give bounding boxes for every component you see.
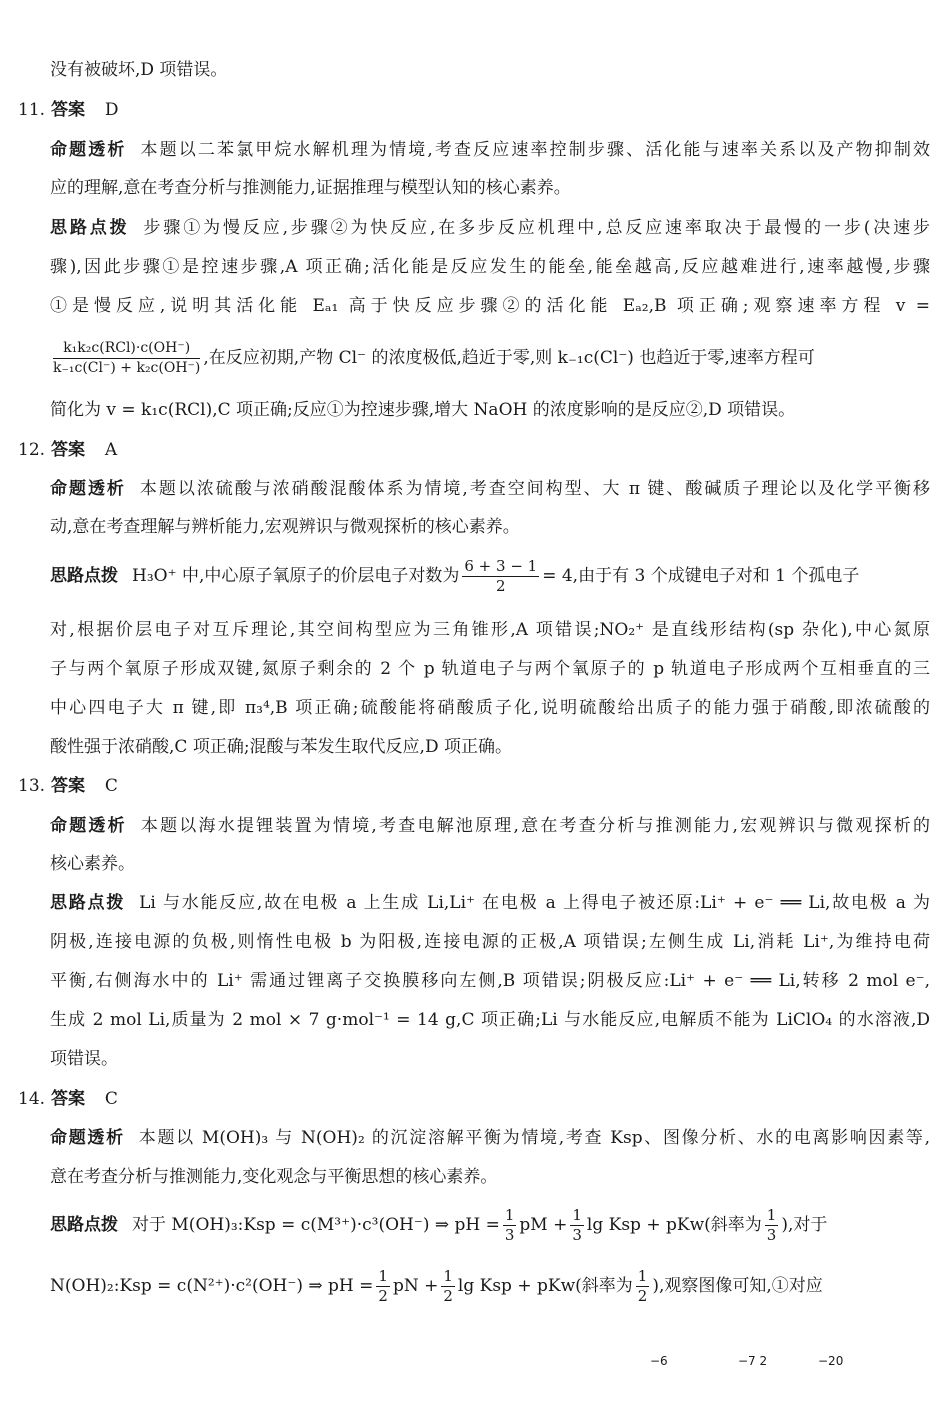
answer-heading-14 — [18, 1087, 118, 1111]
answer-letter: A — [104, 440, 118, 460]
intent-label: 命题透析 — [50, 816, 127, 836]
answer-label: 答案 — [50, 776, 85, 796]
intent-label: 命题透析 — [50, 1128, 125, 1148]
question-number: 11. — [18, 100, 46, 120]
text-line: 本题以 M(OH)₃ 与 N(OH)₂ 的沉淀溶解平衡为情境,考查 Ksp、图像分析、水的电离影响因素等, — [138, 1128, 930, 1148]
fraction-denominator: 2 — [496, 577, 506, 595]
text-line: ,在反应初期,产物 Cl⁻ 的浓度极低,趋近于零,则 k₋₁c(Cl⁻) 也趋近于零,速率方程可 — [203, 348, 815, 368]
intent-paragraph-14 — [50, 1126, 930, 1150]
fraction-numerator: 1 — [443, 1267, 453, 1285]
answer-letter: D — [104, 100, 119, 120]
footer-mark: −20 — [818, 1354, 844, 1368]
text-line: 生成 2 mol Li,质量为 2 mol × 7 g·mol⁻¹ = 14 g,C 项正确;Li 与水能反应,电解质不能为 LiClO₄ 的水溶液,D — [50, 1010, 930, 1030]
intent-label: 命题透析 — [50, 479, 126, 499]
fraction-one-half — [376, 1268, 390, 1305]
answer-label: 答案 — [50, 100, 85, 120]
answer-letter: C — [104, 1089, 118, 1109]
question-number: 14. — [18, 1089, 46, 1109]
fraction-denominator: 2 — [443, 1287, 453, 1305]
answer-heading-12 — [18, 438, 117, 462]
hint-paragraph-12 — [50, 553, 930, 601]
text-line: 骤),因此步骤①是控速步骤,A 项正确;活化能是反应发生的能垒,能垒越高,反应越难进行,速率越慢,步骤 — [50, 257, 930, 277]
text-line: 没有被破坏,D 项错误。 — [50, 60, 228, 80]
electron-pair-fraction — [462, 558, 539, 595]
text-line: ),观察图像可知,①对应 — [652, 1276, 823, 1296]
text-line: 项错误。 — [50, 1049, 118, 1069]
text-line: 步骤①为慢反应,步骤②为快反应,在多步反应机理中,总反应速率取决于最慢的一步(决速步 — [143, 218, 930, 238]
intent-paragraph-11 — [50, 138, 930, 162]
fraction-numerator: 1 — [572, 1206, 582, 1224]
text-line: = 4,由于有 3 个成键电子对和 1 个孤电子 — [542, 566, 860, 586]
rate-equation-fraction — [53, 340, 200, 377]
text-line: 本题以浓硫酸与浓硝酸混酸体系为情境,考查空间构型、大 π 键、酸碱质子理论以及化学平衡移 — [139, 479, 930, 499]
text-line: 子与两个氧原子形成双键,氮原子剩余的 2 个 p 轨道电子与两个氧原子的 p 轨道电子形成两个互相垂直的三 — [50, 659, 930, 679]
fraction-one-third — [570, 1207, 584, 1244]
text-line: pM + — [519, 1215, 568, 1235]
question-number: 13. — [18, 776, 46, 796]
fraction-numerator: 1 — [504, 1206, 515, 1224]
text-line: N(OH)₂:Ksp = c(N²⁺)·c²(OH⁻) ⇒ pH = — [50, 1276, 374, 1296]
fraction-numerator: 1 — [766, 1206, 777, 1224]
text-line: 阴极,连接电源的负极,则惰性电极 b 为阳极,连接电源的正极,A 项错误;左侧生成 Li,消耗 Li⁺,为维持电荷 — [50, 932, 930, 952]
hint-paragraph-14 — [50, 1202, 930, 1250]
text-line: 酸性强于浓硝酸,C 项正确;混酸与苯发生取代反应,D 项正确。 — [50, 737, 512, 757]
text-line: 简化为 v = k₁c(RCl),C 项正确;反应①为控速步骤,增大 NaOH 的浓度影响的是反应②,D 项错误。 — [50, 400, 796, 420]
text-line: 本题以海水提锂装置为情境,考查电解池原理,意在考查分析与推测能力,宏观辨识与微观探析的 — [140, 816, 930, 836]
answer-letter: C — [104, 776, 118, 796]
text-line: Li 与水能反应,故在电极 a 上生成 Li,Li⁺ 在电极 a 上得电子被还原:Li⁺ + e⁻ ══ Li,故电极 a 为 — [139, 893, 930, 913]
text-line: 核心素养。 — [50, 854, 135, 874]
fraction-denominator: 3 — [766, 1226, 777, 1244]
hint-label: 思路点拨 — [50, 566, 118, 586]
rate-equation-line — [50, 333, 930, 385]
text-line-with-fractions — [50, 1263, 930, 1311]
fraction-one-third — [503, 1207, 517, 1244]
fraction-one-half — [441, 1268, 455, 1305]
fraction-numerator: 1 — [637, 1267, 648, 1285]
footer-mark: −6 — [650, 1354, 668, 1368]
text-line: 应的理解,意在考查分析与推测能力,证据推理与模型认知的核心素养。 — [50, 178, 571, 198]
text-line: 动,意在考查理解与辨析能力,宏观辨识与微观探析的核心素养。 — [50, 517, 520, 537]
answer-heading-13 — [18, 774, 118, 798]
hint-paragraph-13 — [50, 891, 930, 915]
text-line: 意在考查分析与推测能力,变化观念与平衡思想的核心素养。 — [50, 1167, 498, 1187]
footer-mark: −7 2 — [738, 1354, 768, 1368]
fraction-denominator: 2 — [378, 1287, 388, 1305]
answer-label: 答案 — [50, 1089, 85, 1109]
question-number: 12. — [18, 440, 46, 460]
fraction-denominator: 3 — [504, 1226, 515, 1244]
fraction-denominator: 3 — [572, 1226, 582, 1244]
fraction-denominator: k₋₁c(Cl⁻) + k₂c(OH⁻) — [53, 360, 201, 376]
fraction-denominator: 2 — [637, 1287, 648, 1305]
hint-paragraph-11 — [50, 216, 930, 240]
text-line: pN + — [392, 1276, 439, 1296]
intent-label: 命题透析 — [50, 140, 127, 160]
hint-label: 思路点拨 — [50, 1215, 118, 1235]
text-line: lg Ksp + pKw(斜率为 — [457, 1276, 633, 1296]
text-line: 平衡,右侧海水中的 Li⁺ 需通过锂离子交换膜移向左侧,B 项错误;阴极反应:Li⁺ + e⁻ ══ Li,转移 2 mol e⁻, — [50, 971, 930, 991]
text-line: ),对于 — [781, 1215, 828, 1235]
text-line: 对,根据价层电子对互斥理论,其空间构型应为三角锥形,A 项错误;NO₂⁺ 是直线形结构(sp 杂化),中心氮原 — [50, 620, 930, 640]
fraction-numerator: 1 — [378, 1267, 388, 1285]
text-line: 对于 M(OH)₃:Ksp = c(M³⁺)·c³(OH⁻) ⇒ pH = — [132, 1215, 500, 1235]
text-line: 本题以二苯氯甲烷水解机理为情境,考查反应速率控制步骤、活化能与速率关系以及产物抑制效 — [140, 140, 930, 160]
fraction-one-half — [636, 1268, 650, 1305]
hint-label: 思路点拨 — [50, 893, 126, 913]
fraction-numerator: k₁k₂c(RCl)·c(OH⁻) — [53, 340, 200, 359]
text-line: ①是慢反应,说明其活化能 Eₐ₁ 高于快反应步骤②的活化能 Eₐ₂,B 项正确;观察速率方程 v = — [50, 296, 930, 316]
intent-paragraph-12 — [50, 477, 930, 501]
text-line: lg Ksp + pKw(斜率为 — [586, 1215, 762, 1235]
text-line: H₃O⁺ 中,中心原子氧原子的价层电子对数为 — [132, 566, 460, 586]
text-line: 中心四电子大 π 键,即 π₃⁴,B 项正确;硫酸能将硝酸质子化,说明硫酸给出质子的能力强于硝酸,即浓硫酸的 — [50, 698, 930, 718]
hint-label: 思路点拨 — [50, 218, 130, 238]
intent-paragraph-13 — [50, 814, 930, 838]
fraction-numerator: 6 + 3 − 1 — [464, 557, 538, 575]
answer-heading-11 — [18, 98, 119, 122]
answer-label: 答案 — [50, 440, 85, 460]
fraction-one-third — [765, 1207, 779, 1244]
